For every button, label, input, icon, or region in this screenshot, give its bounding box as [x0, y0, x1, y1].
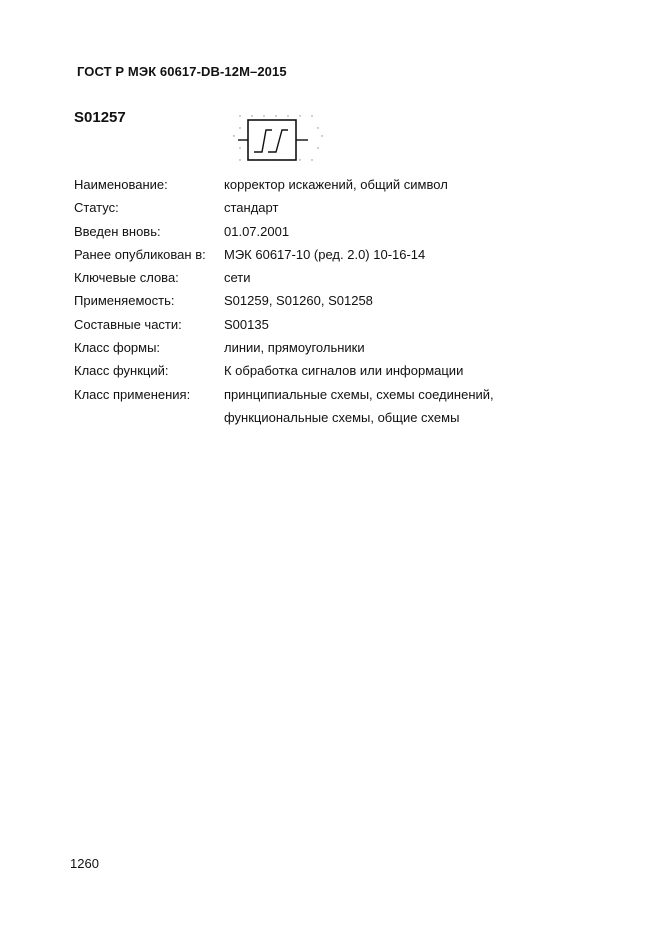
- property-row: [74, 359, 634, 382]
- property-label: Ключевые слова:: [74, 270, 179, 286]
- property-label: Класс функций:: [74, 363, 169, 379]
- property-row: [74, 406, 634, 429]
- property-value: линии, прямоугольники: [224, 340, 365, 356]
- symbol-properties: [74, 173, 634, 429]
- page-number: 1260: [70, 856, 99, 871]
- property-value: К обработка сигналов или информации: [224, 363, 464, 379]
- property-value: МЭК 60617-10 (ред. 2.0) 10-16-14: [224, 246, 426, 262]
- property-row: [74, 266, 634, 289]
- property-value: функциональные схемы, общие схемы: [224, 409, 460, 425]
- property-label: Наименование:: [74, 177, 168, 192]
- property-label: Применяемость:: [74, 293, 175, 309]
- document-header: ГОСТ Р МЭК 60617-DB-12M–2015: [77, 64, 287, 79]
- property-value: сети: [224, 270, 251, 286]
- property-value: стандарт: [224, 200, 279, 216]
- property-row: [74, 243, 634, 266]
- property-label: Введен вновь:: [74, 223, 161, 239]
- property-value: S00135: [224, 316, 269, 332]
- property-row: [74, 173, 634, 196]
- property-row: [74, 313, 634, 336]
- property-label: Ранее опубликован в:: [74, 246, 206, 262]
- property-row: [74, 289, 634, 312]
- property-row: [74, 336, 634, 359]
- property-label: Составные части:: [74, 316, 182, 332]
- property-row: [74, 196, 634, 219]
- distortion-corrector-symbol-icon: [230, 114, 326, 164]
- property-label: [74, 406, 224, 429]
- property-value: 01.07.2001: [224, 223, 290, 239]
- property-row: [74, 220, 634, 243]
- property-label: Класс формы:: [74, 340, 161, 356]
- property-label: Класс применения:: [74, 386, 191, 402]
- property-label: Статус:: [74, 200, 119, 216]
- property-value: корректор искажений, общий символ: [224, 177, 448, 192]
- property-value: S01259, S01260, S01258: [224, 293, 373, 309]
- property-value: принципиальные схемы, схемы соединений,: [224, 386, 494, 402]
- property-row: [74, 383, 634, 406]
- symbol-id: S01257: [74, 109, 126, 126]
